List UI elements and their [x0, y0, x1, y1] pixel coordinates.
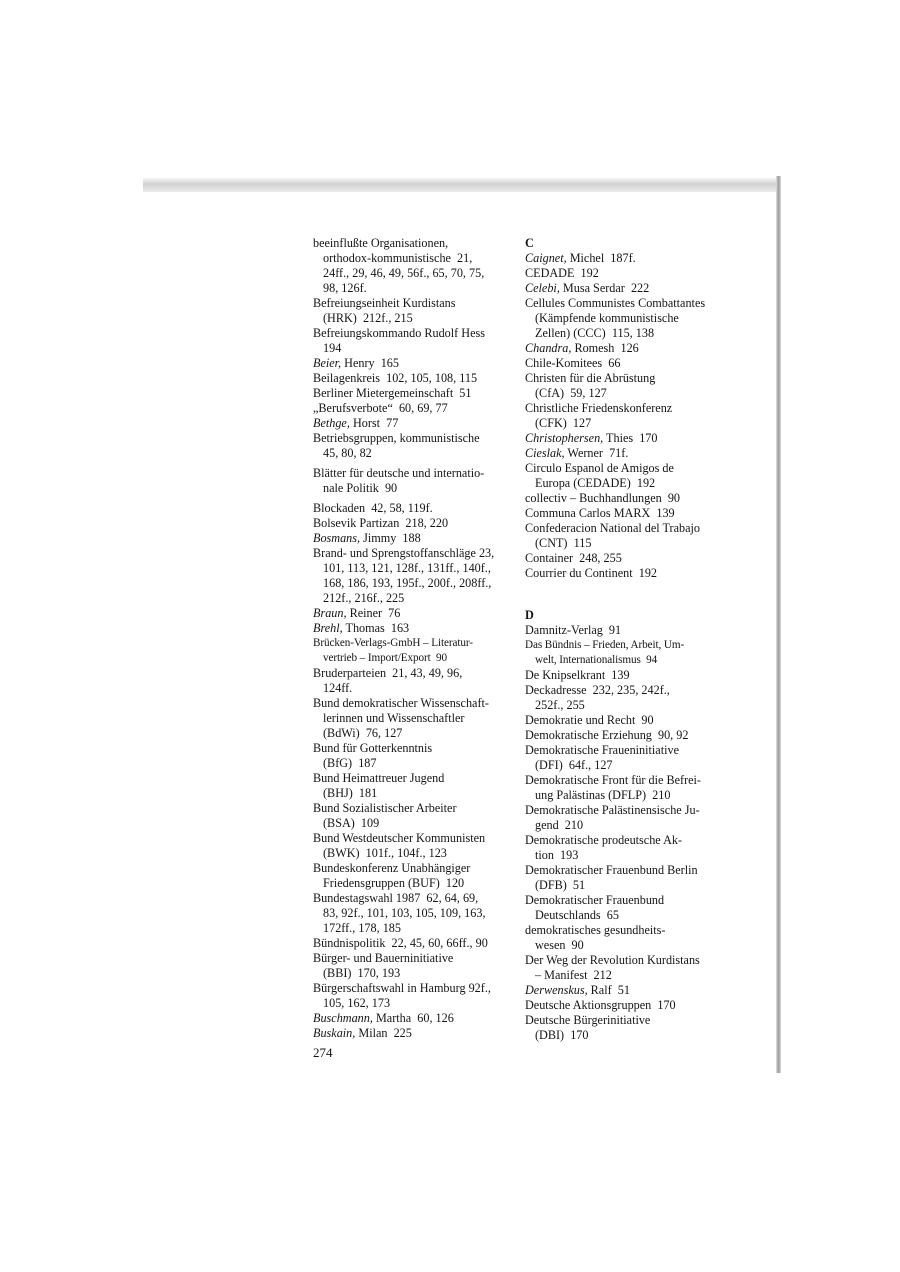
index-entry-name: Cieslak,: [525, 446, 565, 460]
index-entry: [313, 1011, 513, 1026]
index-entry: [525, 461, 730, 491]
index-entry-line: lerinnen und Wissenschaftler: [323, 711, 465, 725]
index-entry: [525, 401, 730, 431]
index-entries-c: [525, 251, 730, 581]
index-entry: [525, 893, 730, 923]
index-entry-line: Bündnispolitik 22, 45, 60, 66ff., 90: [313, 936, 488, 950]
index-entry: [313, 531, 513, 546]
index-entry-line: Bolsevik Partizan 218, 220: [313, 516, 449, 530]
index-entry-name: Brehl,: [313, 621, 343, 635]
index-entry-line: beeinflußte Organisationen,: [313, 236, 449, 250]
index-entry-line: Courrier du Continent 192: [525, 566, 658, 580]
index-entry: [313, 501, 513, 516]
index-entry-line: Cellules Communistes Combattantes: [525, 296, 706, 310]
index-entry-line: (CFK) 127: [535, 416, 592, 430]
index-entry: [313, 516, 513, 531]
index-entry-line: 168, 186, 193, 195f., 200f., 208ff.,: [323, 576, 492, 590]
section-letter-c: C: [525, 236, 534, 250]
index-entry-line: demokratisches gesundheits-: [525, 923, 666, 937]
index-entry-line: Bund Sozialistischer Arbeiter: [313, 801, 457, 815]
index-entry-line: 194: [323, 341, 342, 355]
index-entry: [525, 668, 730, 683]
index-entry-name: Braun,: [313, 606, 347, 620]
index-entry-line: Reiner 76: [346, 606, 401, 620]
index-entry-line: Jimmy 188: [360, 531, 421, 545]
index-entry: [313, 696, 513, 741]
index-entry: [313, 431, 513, 461]
index-entry: [525, 728, 730, 743]
index-entry: [313, 296, 513, 326]
index-entry: [313, 981, 513, 1011]
index-entry: [525, 863, 730, 893]
index-entry-line: Michel 187f.: [566, 251, 636, 265]
index-entry: [525, 446, 730, 461]
index-entry-line: (BBI) 170, 193: [323, 966, 401, 980]
index-entry-line: Demokratische Front für die Befrei-: [525, 773, 701, 787]
index-entry: [525, 743, 730, 773]
index-entry-line: welt, Internationalismus 94: [535, 654, 658, 666]
index-entry-line: Blätter für deutsche und internatio-: [313, 466, 485, 480]
index-entry-line: 172ff., 178, 185: [323, 921, 401, 935]
index-entry-line: Communa Carlos MARX 139: [525, 506, 675, 520]
index-entry-line: (BWK) 101f., 104f., 123: [323, 846, 447, 860]
index-entry: [313, 356, 513, 371]
index-entry-line: Deckadresse 232, 235, 242f.,: [525, 683, 670, 697]
index-entry: [525, 998, 730, 1013]
index-entry: [313, 546, 513, 606]
index-entry: [313, 801, 513, 831]
index-entry-name: Buskain,: [313, 1026, 356, 1040]
index-entry-line: Confederacion National del Trabajo: [525, 521, 700, 535]
index-entry-line: De Knipselkrant 139: [525, 668, 630, 682]
index-entry-line: (CNT) 115: [535, 536, 592, 550]
index-entry-line: Deutsche Aktionsgruppen 170: [525, 998, 676, 1012]
index-entry: [313, 771, 513, 801]
index-entry-line: CEDADE 192: [525, 266, 599, 280]
index-entry: [525, 491, 730, 506]
index-entry-line: collectiv – Buchhandlungen 90: [525, 491, 681, 505]
scan-page-edge: [776, 176, 781, 1073]
index-entry: [525, 281, 730, 296]
index-entry: [525, 551, 730, 566]
index-entry-name: Beier,: [313, 356, 342, 370]
index-entry: [313, 891, 513, 936]
index-entry-line: Bund Heimattreuer Jugend: [313, 771, 445, 785]
index-entry: [525, 638, 730, 668]
index-entry-line: Damnitz-Verlag 91: [525, 623, 622, 637]
index-entry: [525, 266, 730, 281]
index-entry: [525, 683, 730, 713]
index-entry-line: Betriebsgruppen, kommunistische: [313, 431, 480, 445]
index-entry-line: Henry 165: [341, 356, 399, 370]
index-entry: [525, 623, 730, 638]
index-entry-line: Christen für die Abrüstung: [525, 371, 656, 385]
index-entry-line: 252f., 255: [535, 698, 585, 712]
index-entry-line: (CfA) 59, 127: [535, 386, 607, 400]
index-entry: [313, 386, 513, 401]
index-entry-line: Bundeskonferenz Unabhängiger: [313, 861, 471, 875]
index-entry-name: Bethge,: [313, 416, 350, 430]
index-entry-line: – Manifest 212: [535, 968, 612, 982]
index-entry-line: Ralf 51: [587, 983, 630, 997]
index-entry: [525, 833, 730, 863]
index-entry-line: „Berufsverbote“ 60, 69, 77: [313, 401, 448, 415]
index-entry: [525, 431, 730, 446]
index-entry: [313, 401, 513, 416]
index-entry-line: Bürger- und Bauerninitiative: [313, 951, 454, 965]
index-entry-line: Werner 71f.: [564, 446, 629, 460]
index-entry-line: (DFB) 51: [535, 878, 586, 892]
index-entry-line: Demokratischer Frauenbund: [525, 893, 665, 907]
index-entry: [525, 713, 730, 728]
index-entry-line: Zellen) (CCC) 115, 138: [535, 326, 655, 340]
index-entry: [313, 371, 513, 386]
index-entry-line: Brand- und Sprengstoffanschläge 23,: [313, 546, 495, 560]
index-entry-name: Celebi,: [525, 281, 560, 295]
index-entry-line: ung Palästinas (DFLP) 210: [535, 788, 671, 802]
index-entry: [525, 521, 730, 551]
index-entry: [525, 773, 730, 803]
index-entry: [313, 951, 513, 981]
index-entry-line: Friedensgruppen (BUF) 120: [323, 876, 465, 890]
index-entry-line: Bundestagswahl 1987 62, 64, 69,: [313, 891, 479, 905]
index-entry-line: Befreiungseinheit Kurdistans: [313, 296, 456, 310]
index-entry: [313, 416, 513, 431]
index-entry: [525, 296, 730, 341]
index-entry: [525, 923, 730, 953]
index-entry-line: Brücken-Verlags-GmbH – Literatur-: [313, 637, 473, 649]
index-entry-line: Demokratie und Recht 90: [525, 713, 654, 727]
index-entry-name: Caignet,: [525, 251, 567, 265]
index-entry-line: Deutsche Bürgerinitiative: [525, 1013, 651, 1027]
index-entry-line: (HRK) 212f., 215: [323, 311, 413, 325]
index-entry-line: Bund für Gotterkenntnis: [313, 741, 433, 755]
index-entry-line: Berliner Mietergemeinschaft 51: [313, 386, 472, 400]
index-entry-line: 98, 126f.: [323, 281, 367, 295]
index-entry: [525, 341, 730, 356]
index-entry-line: Chile-Komitees 66: [525, 356, 621, 370]
index-entry-line: Bruderparteien 21, 43, 49, 96,: [313, 666, 463, 680]
index-entry-line: Bürgerschaftswahl in Hamburg 92f.,: [313, 981, 491, 995]
index-entry: [313, 466, 513, 496]
index-entry-name: Bosmans,: [313, 531, 361, 545]
index-entry-line: Musa Serdar 222: [559, 281, 650, 295]
index-entry-line: vertrieb – Import/Export 90: [323, 652, 447, 664]
index-entry-name: Chandra,: [525, 341, 572, 355]
index-entry-line: Bund demokratischer Wissenschaft-: [313, 696, 489, 710]
index-entry: [313, 936, 513, 951]
index-entry-line: Blockaden 42, 58, 119f.: [313, 501, 433, 515]
index-entry-line: gend 210: [535, 818, 584, 832]
index-entry-line: (BHJ) 181: [323, 786, 378, 800]
index-entry: [525, 803, 730, 833]
index-column-left: [313, 236, 513, 1041]
index-entry: [525, 983, 730, 998]
index-entry-line: Bund Westdeutscher Kommunisten: [313, 831, 486, 845]
index-entry-line: (BSA) 109: [323, 816, 380, 830]
index-entry-line: Container 248, 255: [525, 551, 622, 565]
index-entry: [313, 636, 513, 666]
index-entry-line: Europa (CEDADE) 192: [535, 476, 656, 490]
page-number: 274: [313, 1045, 333, 1060]
index-entry: [525, 566, 730, 581]
index-entry-line: Beilagenkreis 102, 105, 108, 115: [313, 371, 478, 385]
index-entry: [525, 506, 730, 521]
index-entry-line: Demokratische Erziehung 90, 92: [525, 728, 689, 742]
index-entry: [313, 236, 513, 296]
index-entry-line: wesen 90: [535, 938, 584, 952]
index-entry: [313, 741, 513, 771]
index-entry-line: Demokratische Fraueninitiative: [525, 743, 679, 757]
index-entry-line: Demokratischer Frauenbund Berlin: [525, 863, 698, 877]
index-entry-line: nale Politik 90: [323, 481, 398, 495]
index-entry: [313, 861, 513, 891]
index-entry-line: Befreiungskommando Rudolf Hess: [313, 326, 485, 340]
index-entry-line: tion 193: [535, 848, 579, 862]
index-entry-line: Circulo Espanol de Amigos de: [525, 461, 674, 475]
index-entry-line: 124ff.: [323, 681, 353, 695]
index-entry-line: 83, 92f., 101, 103, 105, 109, 163,: [323, 906, 486, 920]
index-entry-line: Milan 225: [355, 1026, 412, 1040]
index-entry-line: (BdWi) 76, 127: [323, 726, 403, 740]
index-column-right: [525, 236, 730, 1043]
index-entry-line: Demokratische Palästinensische Ju-: [525, 803, 700, 817]
index-entry-line: (BfG) 187: [323, 756, 377, 770]
index-entry-name: Derwenskus,: [525, 983, 588, 997]
section-letter-d: D: [525, 608, 534, 622]
index-entry-line: (DBI) 170: [535, 1028, 589, 1042]
index-entry: [525, 356, 730, 371]
index-entry: [525, 251, 730, 266]
index-entry: [525, 1013, 730, 1043]
index-entry: [313, 326, 513, 356]
index-entry: [313, 606, 513, 621]
index-entry-line: Der Weg der Revolution Kurdistans: [525, 953, 700, 967]
index-entry: [525, 371, 730, 401]
index-entry: [525, 953, 730, 983]
index-entry-line: orthodox-kommunistische 21,: [323, 251, 473, 265]
index-entry: [313, 1026, 513, 1041]
scan-shadow-top: [143, 178, 779, 192]
index-entry-line: Horst 77: [349, 416, 399, 430]
index-entry: [313, 666, 513, 696]
index-entry-line: Das Bündnis – Frieden, Arbeit, Um-: [525, 639, 685, 651]
index-entry-line: 24ff., 29, 46, 49, 56f., 65, 70, 75,: [323, 266, 485, 280]
index-entry-line: Romesh 126: [571, 341, 639, 355]
index-entry: [313, 621, 513, 636]
index-entry-line: (DFI) 64f., 127: [535, 758, 613, 772]
index-entry-line: Christliche Friedenskonferenz: [525, 401, 673, 415]
index-entry-line: 101, 113, 121, 128f., 131ff., 140f.,: [323, 561, 491, 575]
index-entry-line: (Kämpfende kommunistische: [535, 311, 679, 325]
index-entry-name: Christophersen,: [525, 431, 604, 445]
index-entry-line: 45, 80, 82: [323, 446, 372, 460]
index-entry-line: Deutschlands 65: [535, 908, 619, 922]
index-entry-name: Buschmann,: [313, 1011, 373, 1025]
index-entry-line: Thomas 163: [342, 621, 410, 635]
index-entries-d: [525, 623, 730, 1043]
index-entry-line: Thies 170: [603, 431, 658, 445]
index-entry: [313, 831, 513, 861]
index-entry-line: Martha 60, 126: [372, 1011, 454, 1025]
index-entry-line: 105, 162, 173: [323, 996, 391, 1010]
index-entry-line: 212f., 216f., 225: [323, 591, 405, 605]
index-entry-line: Demokratische prodeutsche Ak-: [525, 833, 683, 847]
